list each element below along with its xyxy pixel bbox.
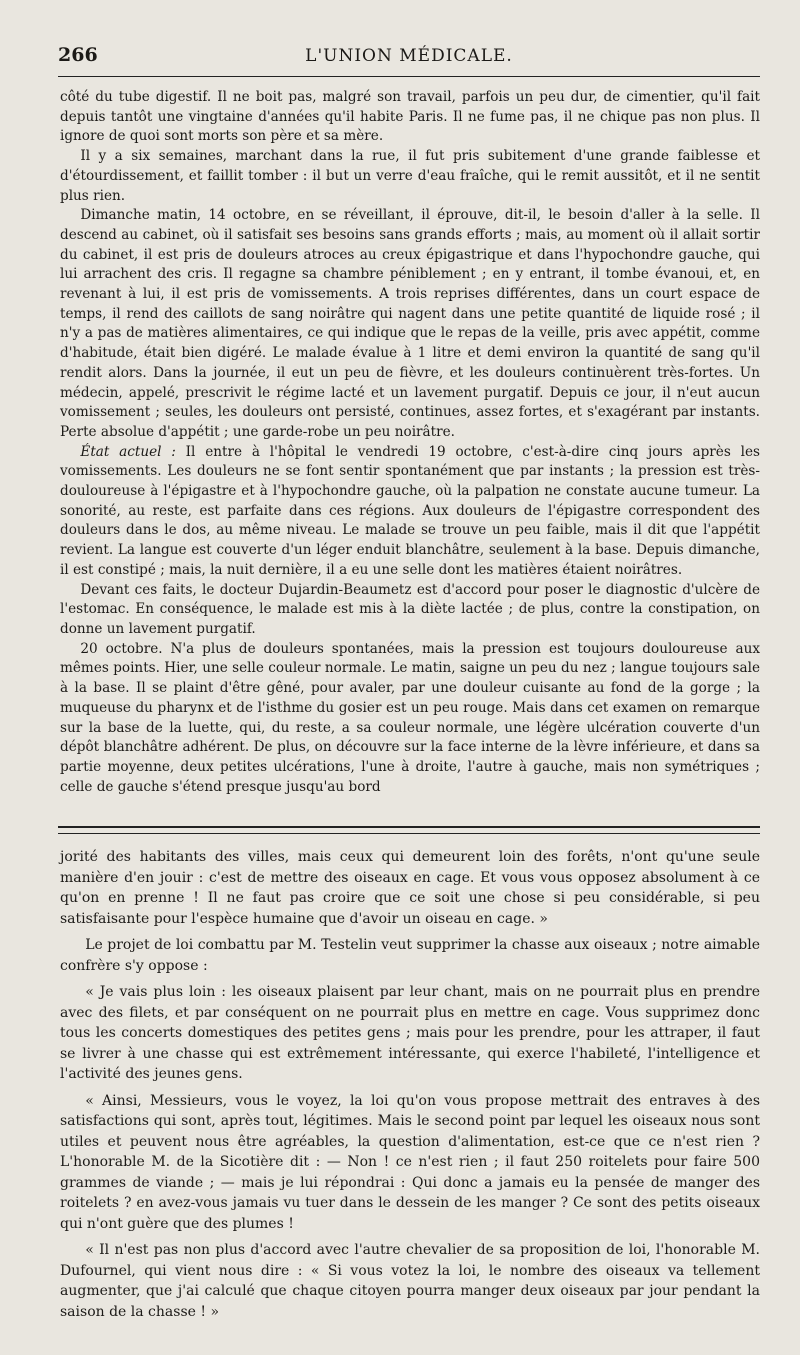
paragraph: Devant ces faits, le docteur Dujardin-Beaumetz est d'accord pour poser le diagnostic d'ulcère de l'estomac. En conséquence, le malade est mis à la diète lactée ; de plus, contre la constipation, on donne un lavement purgatif. (60, 581, 760, 637)
paragraph: « Je vais plus loin : les oiseaux plaisent par leur chant, mais on ne pourrait plus en prendre avec des filets, et par conséquent on ne pourrait plus en mettre en cage. Vous supprimez donc tous les concerts domestiques des petites gens ; mais pour les prendre, pour les attraper, il faut se livrer à une chasse qui est extrêmement intéressante, qui exerce l'habileté, l'intelligence et l'activité des jeunes gens. (60, 984, 760, 1082)
paragraph: Dimanche matin, 14 octobre, en se réveillant, il éprouve, dit-il, le besoin d'aller à la selle. Il descend au cabinet, où il satisfait ses besoins sans grands efforts ; mais, au moment où il allait sortir du cabinet, il est pris de douleurs atroces au creux épigastrique et dans l'hypochondre gauche, qui lui arrachent des cris. Il regagne sa chambre péniblement ; en y entrant, il tombe évanoui, et, en revenant à lui, il est pris de vomissements. A trois reprises différentes, dans un court espace de temps, il rend des caillots de sang noirâtre qui nagent dans une petite quantité de liquide rosé ; il n'y a pas de matières alimentaires, ce qui indique que le repas de la veille, pris avec appétit, comme d'habitude, était bien digéré. Le malade évalue à 1 litre et demi environ la quantité de sang qu'il rendit alors. Dans la journée, il eut un peu de fièvre, et les douleurs continuèrent très-fortes. Un médecin, appelé, prescrivit le régime lacté et un lavement purgatif. Depuis ce jour, il n'eut aucun vomissement ; seules, les douleurs ont persisté, continues, assez fortes, et s'exagérant par instants. Perte absolue d'appétit ; une garde-robe un peu noirâtre. (60, 207, 760, 440)
clinical-observation (60, 88, 760, 797)
page-header (58, 44, 760, 74)
paragraph: jorité des habitants des villes, mais ceux qui demeurent loin des forêts, n'ont qu'une seule manière d'en jouir : c'est de mettre des oiseaux en cage. Et vous vous opposez absolument à ce qu'on en prenne ! Il ne faut pas croire que ce soit une chose si peu considérable, si peu satisfaisante pour l'espèce humaine que d'avoir un oiseau en cage. » (60, 849, 760, 927)
etat-actuel-text: Il entre à l'hôpital le vendredi 19 octobre, c'est-à-dire cinq jours après les vomissements. Les douleurs ne se font sentir spontanément que par instants ; la pression est très-douloureuse à l'épigastre et à l'hypochondre gauche, où la palpation ne constate aucune tumeur. La sonorité, au reste, est parfaite dans ces régions. Aux douleurs de l'épigastre correspondent des douleurs dans le dos, au même niveau. Le malade se trouve un peu faible, mais il dit que l'appétit revient. La langue est couverte d'un léger enduit blanchâtre, seulement à la base. Depuis dimanche, il est constipé ; mais, la nuit dernière, il a eu une selle dont les matières étaient noirâtres. (60, 443, 760, 578)
paragraph: Il y a six semaines, marchant dans la rue, il fut pris subitement d'une grande faiblesse et d'étourdissement, et faillit tomber : il but un verre d'eau fraîche, qui le remit aussitôt, et il ne sentit plus rien. (60, 148, 760, 204)
feuilleton-separator (58, 826, 760, 834)
header-rule (58, 76, 760, 77)
running-title: L'UNION MÉDICALE. (305, 46, 513, 66)
etat-actuel-label: État actuel : (80, 443, 176, 460)
paragraph: « Ainsi, Messieurs, vous le voyez, la loi qu'on vous propose mettrait des entraves à des satisfactions qui sont, après tout, légitimes. Mais le second point par lequel les oiseaux nous sont utiles et peuvent nous être agréables, la question d'alimentation, est-ce que ce n'est rien ? L'honorable M. de la Sicotière dit : — Non ! ce n'est rien ; il faut 250 roitelets pour faire 500 grammes de viande ; — mais je lui répondrai : Qui donc a jamais eu la pensée de manger des roitelets ? en avez-vous jamais vu tuer dans le dessein de les manger ? Ce sont des petits oiseaux qui n'ont guère que des plumes ! (60, 1092, 760, 1232)
paragraph: « Il n'est pas non plus d'accord avec l'autre chevalier de sa proposition de loi, l'honorable M. Dufournel, qui vient nous dire : « Si vous votez la loi, le nombre des oiseaux va tellement augmenter, que j'ai calculé que chaque citoyen pourra manger deux oiseaux par jour pendant la saison de la chasse ! » (60, 1242, 760, 1320)
paragraph-etat-actuel (60, 443, 760, 581)
page-number: 266 (58, 44, 98, 66)
paragraph: côté du tube digestif. Il ne boit pas, malgré son travail, parfois un peu dur, de cimentier, qu'il fait depuis tantôt une vingtaine d'années qu'il habite Paris. Il ne fume pas, il ne chique pas non plus. Il ignore de quoi sont morts son père et sa mère. (60, 89, 760, 145)
paragraph: 20 octobre. N'a plus de douleurs spontanées, mais la pression est toujours douloureuse aux mêmes points. Hier, une selle couleur normale. Le matin, saigne un peu du nez ; langue toujours sale à la base. Il se plaint d'être gêné, pour avaler, par une douleur cuisante au fond de la gorge ; la muqueuse du pharynx et de l'isthme du gosier est un peu rouge. Mais dans cet examen on remarque sur la base de la luette, qui, du reste, a sa couleur normale, une légère ulcération couverte d'un dépôt blanchâtre adhérent. De plus, on découvre sur la face interne de la lèvre inférieure, et dans sa partie moyenne, deux petites ulcérations, l'une à droite, l'autre à gauche, mais non symétriques ; celle de gauche s'étend presque jusqu'au bord (60, 640, 760, 795)
paragraph: Le projet de loi combattu par M. Testelin veut supprimer la chasse aux oiseaux ; notre aimable confrère s'y oppose : (60, 937, 760, 974)
feuilleton (60, 847, 760, 1328)
